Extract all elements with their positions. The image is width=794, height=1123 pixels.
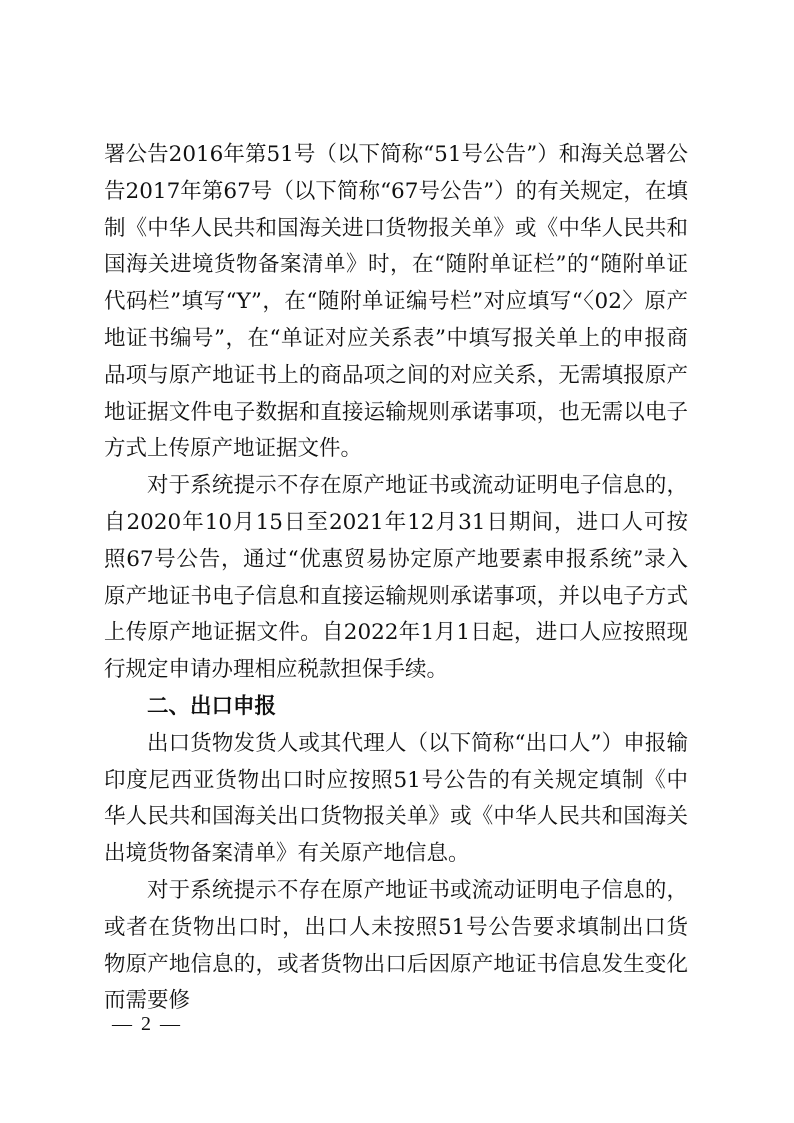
paragraph-missing-electronic-info-import: 对于系统提示不存在原产地证书或流动证明电子信息的，自2020年10月15日至2021年12月31日期间，进口人可按照67号公告，通过“优惠贸易协定原产地要素申报系统”录入原产地证书电子信息和直接运输规则承诺事项，并以电子方式上传原产地证据文件。自2022年1月1日起，进口人应按照现行规定申请办理相应税款担保手续。 — [104, 473, 688, 683]
paragraph-import-declaration-continued: 署公告2016年第51号（以下简称“51号公告”）和海关总署公告2017年第67号（以下简称“67号公告”）的有关规定，在填制《中华人民共和国海关进口货物报关单》或《中华人民共和国海关进境货物备案清单》时，在“随附单证栏”的“随附单证代码栏”填写“Y”，在“随附单证编号栏”对应填写“〈02〉原产地证书编号”，在“单证对应关系表”中填写报关单上的申报商品项与原产地证书上的商品项之间的对应关系，无需填报原产地证据文件电子数据和直接运输规则承诺事项，也无需以电子方式上传原产地证据文件。 — [104, 142, 688, 462]
page-number: — 2 — — [112, 1013, 182, 1035]
paragraph-missing-electronic-info-export: 对于系统提示不存在原产地证书或流动证明电子信息的，或者在货物出口时，出口人未按照51号公告要求填制出口货物原产地信息的，或者货物出口后因原产地证书信息发生变化而需要修 — [104, 877, 688, 1014]
document-body — [104, 137, 688, 1020]
section-heading-export-declaration: 二、出口申报 — [147, 693, 277, 719]
paragraph-export-declaration: 出口货物发货人或其代理人（以下简称“出口人”）申报输印度尼西亚货物出口时应按照51号公告的有关规定填制《中华人民共和国海关出口货物报关单》或《中华人民共和国海关出境货物备案清单》有关原产地信息。 — [104, 730, 688, 867]
